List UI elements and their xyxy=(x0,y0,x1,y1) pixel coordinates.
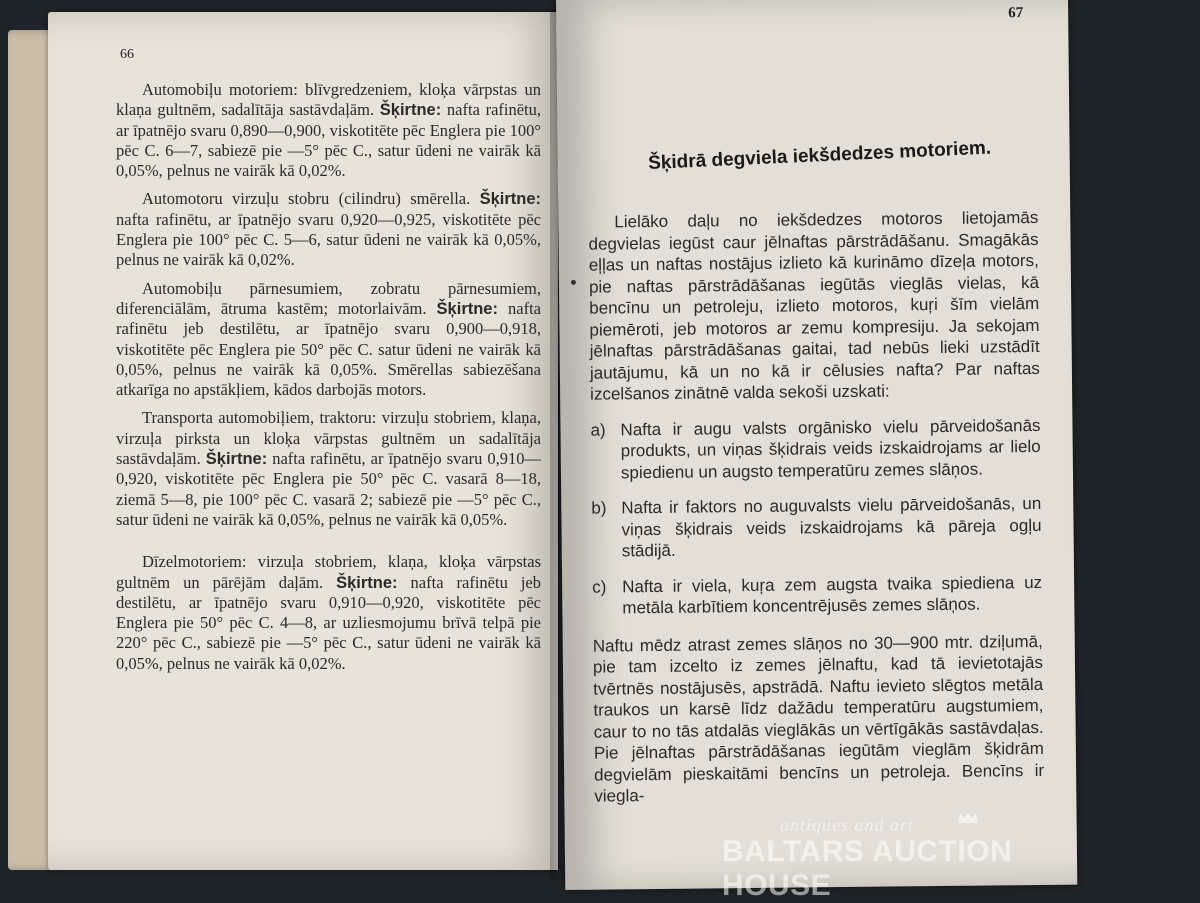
list-item-letter: b) xyxy=(591,498,607,518)
left-text-column xyxy=(116,80,541,682)
paragraph-4-label: Šķirtne: xyxy=(205,450,268,469)
list-item-a xyxy=(590,414,1041,483)
paragraph-3-body: nafta rafinētu jeb destilētu, ar īpatnējo svaru 0,900—0,918, viskotitēte pēc Englera pie 50° pēc C. satur ūdeni ne vairāk kā 0,05%, pelnus ne vairāk kā 0,05%. Smērellas sabiezēšana atkarīga no apstākļiem, kādos darbojās motors. xyxy=(116,298,541,400)
crown-icon xyxy=(956,809,980,825)
paragraph-1-label: Šķirtne: xyxy=(379,101,442,120)
list-item-text: Nafta ir augu valsts orgānisko vielu pārveidošanās produkts, un viņas šķidrais veids izskaidrojams ar lielo spiedienu un augsto temperatūru zemes slāņos. xyxy=(620,415,1041,482)
paragraph-2 xyxy=(116,189,541,270)
closing-paragraph: Naftu mēdz atrast zemes slāņos no 30—900 mtr. dziļumā, pie tam izcelto iz zemes jēlnaftu, kad tā ievietotajās tvērtnēs nostājusēs, apstrādā. Naftu ievieto slēgtos metāla traukos un karsē līdz dažādu temperatūru augstumiem, caur to no tās atdalās vieglākās un vērtīgākās sastāvdaļas. Pie jēlnaftas pārstrādāšanas iegūtām vieglām šķidrām degvielām pieskaitāmi bencīns un petroleja. Bencīns ir viegla- xyxy=(592,631,1045,806)
watermark-name: BALTARS AUCTION HOUSE xyxy=(722,835,1013,902)
paragraph-4 xyxy=(116,408,541,530)
page-number-left: 66 xyxy=(120,47,134,62)
paragraph-2-lead: Automotoru virzuļu stobru (cilindru) smērella. xyxy=(142,189,480,209)
margin-dot xyxy=(571,280,576,285)
paragraph-4-lead: Transporta automobiļiem, traktoru: virzuļu stobriem, klaņa, virzuļa pirksta un kloķa vārpstas gultnēm un sadalītāja sastāvdaļām. xyxy=(116,408,541,469)
paragraph-1-body: nafta rafinētu, ar īpatnējo svaru 0,890—0,900, viskotitēte pēc Englera pie 100° pēc C. 6—7, sabiezē pie —5° pēc C., satur ūdeni ne vairāk kā 0,05%, pelnus ne vairāk kā 0,02%. xyxy=(116,100,542,181)
auction-watermark xyxy=(722,815,1122,902)
paragraph-2-body: nafta rafinētu, ar īpatnējo svaru 0,920—0,925, viskotitēte pēc Englera pie 100° pēc C. 5—6, satur ūdeni ne vairāk kā 0,05%, pelnus ne vairāk kā 0,02%. xyxy=(116,209,541,270)
paragraph-5-body: nafta rafinētu jeb destilētu, ar īpatnējo svaru 0,910—0,920, viskotitēte pēc Englera pie 50° pēc C. 4—8, ar uzliesmojumu brīvā telpā pie 220° pēc C., sabiezē pie —5° pēc C., satur ūdeni ne vairāk kā 0,05%, pelnus ne vairāk kā 0,02%. xyxy=(116,572,541,673)
list-item-letter: a) xyxy=(590,420,606,440)
list-item-c xyxy=(592,571,1042,619)
paragraph-3 xyxy=(116,279,541,401)
left-page xyxy=(48,12,558,870)
paragraph-3-label: Šķirtne: xyxy=(436,299,498,318)
section-heading: Šķidrā degviela iekšdedzes motoriem. xyxy=(647,137,992,175)
paragraph-1-lead: Automobiļu motoriem: blīvgredzeniem, kloķa vārpstas un klaņa gultnēm, sadalītāja sastāvdaļām. xyxy=(116,80,541,120)
list-item-b xyxy=(591,493,1042,562)
watermark-tagline: antiques and art xyxy=(780,815,915,835)
paragraph-5-lead: Dīzelmotoriem: virzuļa stobriem, klaņa, kloķa vārpstas gultnēm un pārējām daļām. xyxy=(116,552,541,592)
page-number-right: 67 xyxy=(1008,5,1024,22)
paragraph-4-body: nafta rafinētu, ar īpatnējo svaru 0,910—0,920, viskotitēte pēc Englera pie 50° pēc C. vasarā 8—18, ziemā 5—8, pie 100° pēc C. vasarā 2; sabiezē pie —5° pēc C., satur ūdeni ne vairāk kā 0,05%, pelnus ne vairāk kā 0,05%. xyxy=(116,449,541,529)
list-item-text: Nafta ir faktors no auguvalsts vielu pārveidošanās, un viņas šķidrais veids izskaidrojams kā pāreja ogļu stādijā. xyxy=(621,493,1042,561)
paragraph-5 xyxy=(116,552,541,674)
list-item-text: Nafta ir viela, kuŗa zem augsta tvaika spiediena uz metāla karbītiem koncentrējusēs zemes slāņos. xyxy=(622,572,1043,618)
paragraph-2-label: Šķirtne: xyxy=(479,190,541,209)
paragraph-1 xyxy=(116,80,541,181)
right-text-column xyxy=(588,207,1044,815)
paragraph-5-label: Šķirtne: xyxy=(336,573,398,592)
right-page xyxy=(556,0,1077,890)
list-item-letter: c) xyxy=(592,577,607,597)
intro-paragraph: Lielāko daļu no iekšdedzes motoros lietojamās degvielas iegūst caur jēlnaftas pārstrādāšanu. Smagākās eļļas un naftas nostājus izlieto kā kurināmo dīzeļa motors, pie naftas pārstrādāšanas iegūtās vieglās vielas, kā bencīnu un petroleju, izlieto motoros, kuŗi šīm vielām piemēroti, jeb motoros ar zemu kompresiju. Ja sekojam jēlnaftas pārstrādāšanas gaitai, tad nebūs lieki uzstādīt jautājumu, kā un no kā ir cēlusies nafta? Par naftas izcelšanos zinātnē valda sekoši uzskati: xyxy=(588,207,1040,404)
paragraph-3-lead: Automobiļu pārnesumiem, zobratu pārnesumiem, diferenciālām, ātruma kastēm; motorlaivām. xyxy=(116,278,541,318)
